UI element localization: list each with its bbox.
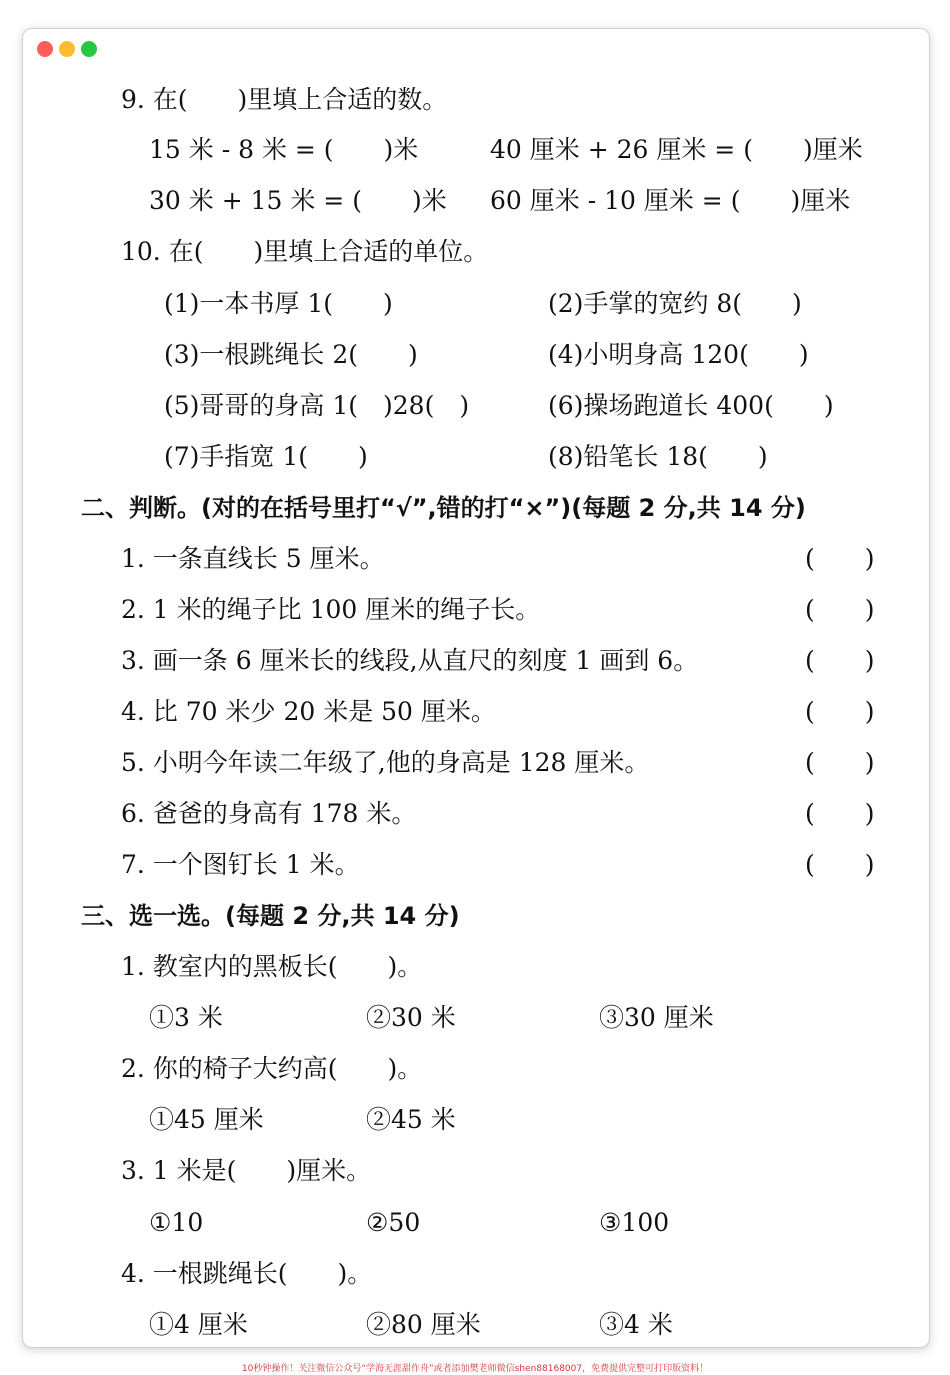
judge-answer-paren[interactable]: ( ) — [805, 646, 875, 675]
q9-row1-right: 40 厘米 + 26 厘米 = ( )厘米 — [490, 135, 863, 164]
choice-option[interactable]: ①3 米 — [149, 1003, 223, 1032]
choice-option[interactable]: ③100 — [599, 1208, 670, 1237]
q10-item: (5)哥哥的身高 1( )28( ) — [164, 391, 470, 420]
judge-answer-paren[interactable]: ( ) — [805, 544, 875, 573]
judge-item: 3. 画一条 6 厘米长的线段,从直尺的刻度 1 画到 6。 — [121, 646, 699, 675]
q9-row2-left: 30 米 + 15 米 = ( )米 — [149, 186, 447, 215]
judge-item: 7. 一个图钉长 1 米。 — [121, 850, 360, 879]
q10-item: (1)一本书厚 1( ) — [164, 289, 393, 318]
choice-option[interactable]: ②45 米 — [366, 1105, 456, 1134]
document-window — [22, 28, 930, 1348]
choice-option[interactable]: ②30 米 — [366, 1003, 456, 1032]
judge-item: 4. 比 70 米少 20 米是 50 厘米。 — [121, 697, 496, 726]
choice-option[interactable]: ②80 厘米 — [366, 1310, 481, 1339]
choice-question: 1. 教室内的黑板长( )。 — [121, 952, 423, 981]
q9-row1-left: 15 米 - 8 米 = ( )米 — [149, 135, 419, 164]
choice-question: 2. 你的椅子大约高( )。 — [121, 1054, 423, 1083]
section3-heading: 三、选一选。(每题 2 分,共 14 分) — [81, 902, 460, 930]
choice-option[interactable]: ①10 — [149, 1208, 204, 1237]
q10-item: (8)铅笔长 18( ) — [548, 442, 768, 471]
q10-item: (3)一根跳绳长 2( ) — [164, 340, 418, 369]
choice-option[interactable]: ②50 — [366, 1208, 421, 1237]
judge-answer-paren[interactable]: ( ) — [805, 748, 875, 777]
q9-row2-right: 60 厘米 - 10 厘米 = ( )厘米 — [490, 186, 851, 215]
q10-item: (7)手指宽 1( ) — [164, 442, 368, 471]
choice-question: 3. 1 米是( )厘米。 — [121, 1156, 372, 1185]
q10-title: 10. 在( )里填上合适的单位。 — [121, 237, 489, 266]
judge-item: 1. 一条直线长 5 厘米。 — [121, 544, 385, 573]
judge-answer-paren[interactable]: ( ) — [805, 595, 875, 624]
q10-item: (4)小明身高 120( ) — [548, 340, 809, 369]
choice-option[interactable]: ①4 厘米 — [149, 1310, 248, 1339]
section2-heading: 二、判断。(对的在括号里打“√”,错的打“×”)(每题 2 分,共 14 分) — [81, 494, 806, 522]
choice-option[interactable]: ③30 厘米 — [599, 1003, 714, 1032]
judge-answer-paren[interactable]: ( ) — [805, 850, 875, 879]
worksheet-content — [23, 29, 929, 1347]
judge-item: 2. 1 米的绳子比 100 厘米的绳子长。 — [121, 595, 541, 624]
judge-answer-paren[interactable]: ( ) — [805, 799, 875, 828]
choice-option[interactable]: ①45 厘米 — [149, 1105, 264, 1134]
q9-title: 9. 在( )里填上合适的数。 — [121, 85, 448, 114]
judge-item: 5. 小明今年读二年级了,他的身高是 128 厘米。 — [121, 748, 650, 777]
q10-item: (2)手掌的宽约 8( ) — [548, 289, 802, 318]
judge-item: 6. 爸爸的身高有 178 米。 — [121, 799, 417, 828]
choice-option[interactable]: ③4 米 — [599, 1310, 673, 1339]
q10-item: (6)操场跑道长 400( ) — [548, 391, 834, 420]
choice-question: 4. 一根跳绳长( )。 — [121, 1259, 373, 1288]
promo-footer: 10秒钟操作！关注微信公众号“学海无涯甜作舟”或者添加樊老师微信shen88168007，免费提供完整可打印版资料！ — [241, 1364, 709, 1374]
judge-answer-paren[interactable]: ( ) — [805, 697, 875, 726]
